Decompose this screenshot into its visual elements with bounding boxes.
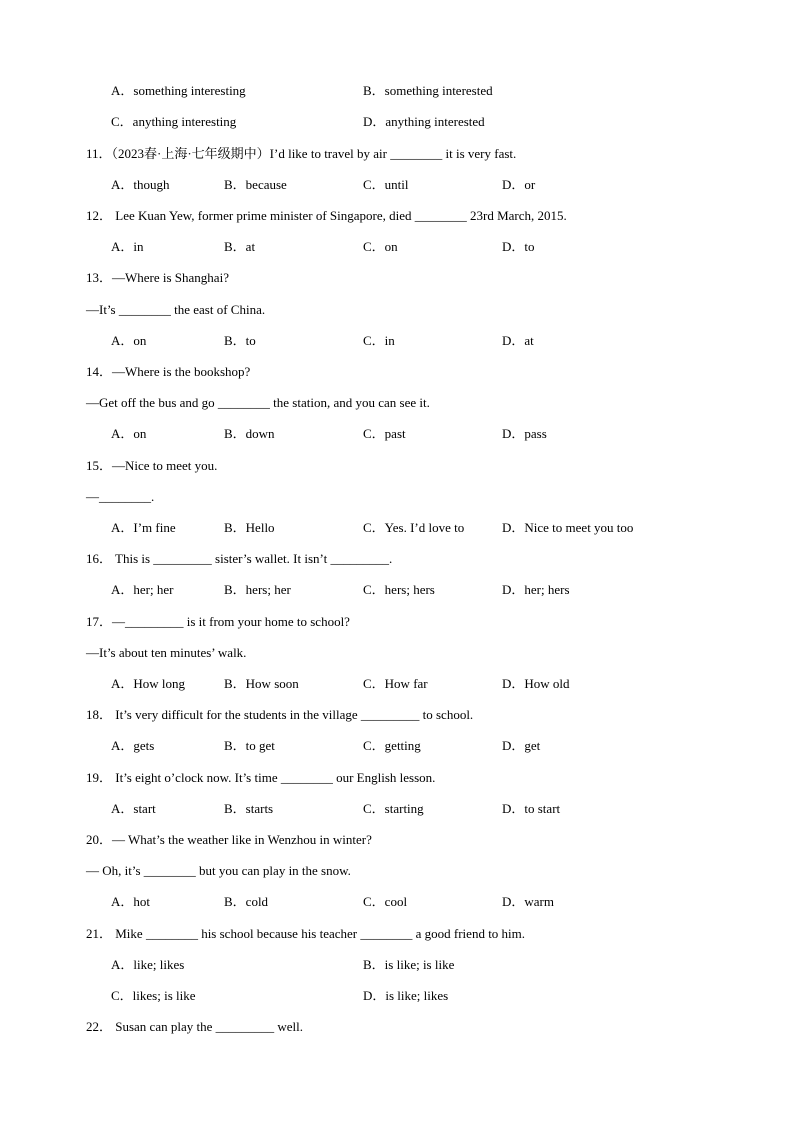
option-c: C．hers; hers	[363, 582, 435, 597]
question-text: —It’s about ten minutes’ walk.	[86, 645, 247, 660]
option-c: C．getting	[363, 738, 421, 753]
question-18-stem	[0, 705, 794, 725]
question-text: —It’s ________ the east of China.	[86, 302, 266, 317]
option-a: A．start	[111, 801, 156, 816]
option-d: D．Nice to meet you too	[502, 520, 634, 535]
option-d: D．at	[502, 333, 534, 348]
option-c: C．starting	[363, 801, 424, 816]
option-b: B．How soon	[224, 676, 299, 691]
question-text: 22． Susan can play the _________ well.	[86, 1019, 303, 1034]
question-21-options-row-1	[0, 955, 794, 975]
question-12-options	[0, 237, 794, 257]
option-c: C．until	[363, 177, 409, 192]
question-11-options	[0, 175, 794, 195]
option-a: A．I’m fine	[111, 520, 176, 535]
question-text: 13．—Where is Shanghai?	[86, 270, 229, 285]
option-b: B．starts	[224, 801, 274, 816]
option-a: A．How long	[111, 676, 186, 691]
option-c: C．cool	[363, 894, 408, 909]
question-text: — Oh, it’s ________ but you can play in the snow.	[86, 863, 351, 878]
option-a: A．hot	[111, 894, 151, 909]
option-d: D．her; hers	[502, 582, 570, 597]
option-b: B．is like; is like	[363, 957, 455, 972]
question-text: 15．—Nice to meet you.	[86, 458, 218, 473]
option-c: C．How far	[363, 676, 428, 691]
question-20-options	[0, 892, 794, 912]
question-15-stem	[0, 456, 794, 476]
question-text: —________.	[86, 489, 155, 504]
option-a: A．though	[111, 177, 170, 192]
question-text: 20．— What’s the weather like in Wenzhou in winter?	[86, 832, 372, 847]
question-text: 12． Lee Kuan Yew, former prime minister of Singapore, died ________ 23rd March, 2015.	[86, 208, 567, 223]
question-text: 18． It’s very difficult for the students in the village _________ to school.	[86, 707, 474, 722]
option-a: A．her; her	[111, 582, 174, 597]
question-19-options	[0, 799, 794, 819]
option-b: B．cold	[224, 894, 269, 909]
option-b: B．something interested	[363, 83, 493, 98]
option-d: D．anything interested	[363, 114, 485, 129]
option-c: C．in	[363, 333, 395, 348]
option-b: B．to get	[224, 738, 275, 753]
question-20-continuation	[0, 861, 794, 881]
question-21-options-row-2	[0, 986, 794, 1006]
option-a: A．like; likes	[111, 957, 185, 972]
option-b: B．Hello	[224, 520, 275, 535]
option-d: D．pass	[502, 426, 547, 441]
question-18-options	[0, 736, 794, 756]
option-b: B．at	[224, 239, 256, 254]
question-15-options	[0, 518, 794, 538]
option-d: D．to start	[502, 801, 561, 816]
question-text: 19． It’s eight o’clock now. It’s time ________ our English lesson.	[86, 770, 436, 785]
q10-options-row-2	[0, 112, 794, 132]
question-20-stem	[0, 830, 794, 850]
question-14-stem	[0, 362, 794, 382]
question-text: 21． Mike ________ his school because his teacher ________ a good friend to him.	[86, 926, 526, 941]
question-text: —Get off the bus and go ________ the station, and you can see it.	[86, 395, 430, 410]
question-11-stem	[0, 144, 794, 164]
question-19-stem	[0, 768, 794, 788]
question-22-stem	[0, 1017, 794, 1037]
option-c: C．on	[363, 239, 398, 254]
question-text: 14．—Where is the bookshop?	[86, 364, 251, 379]
question-text: 16． This is _________ sister’s wallet. It isn’t _________.	[86, 551, 393, 566]
option-d: D．How old	[502, 676, 570, 691]
question-14-options	[0, 424, 794, 444]
option-a: A．on	[111, 333, 147, 348]
option-a: A．on	[111, 426, 147, 441]
question-12-stem	[0, 206, 794, 226]
option-d: D．get	[502, 738, 541, 753]
question-14-continuation	[0, 393, 794, 413]
q10-options-row-1	[0, 81, 794, 101]
option-d: D．to	[502, 239, 535, 254]
option-a: A．something interesting	[111, 83, 246, 98]
question-15-continuation	[0, 487, 794, 507]
question-17-stem	[0, 612, 794, 632]
question-17-options	[0, 674, 794, 694]
option-c: C．past	[363, 426, 406, 441]
option-b: B．down	[224, 426, 275, 441]
question-text: 17．—_________ is it from your home to school?	[86, 614, 350, 629]
option-a: A．gets	[111, 738, 155, 753]
option-d: D．is like; likes	[363, 988, 449, 1003]
option-d: D．warm	[502, 894, 554, 909]
question-text: 11．（2023春·上海·七年级期中）I’d like to travel by air ________ it is very fast.	[86, 146, 517, 161]
question-13-continuation	[0, 300, 794, 320]
option-d: D．or	[502, 177, 536, 192]
option-c: C．anything interesting	[111, 114, 237, 129]
option-c: C．Yes. I’d love to	[363, 520, 465, 535]
question-16-stem	[0, 549, 794, 569]
question-21-stem	[0, 924, 794, 944]
question-17-continuation	[0, 643, 794, 663]
question-13-options	[0, 331, 794, 351]
question-16-options	[0, 580, 794, 600]
question-13-stem	[0, 268, 794, 288]
option-b: B．to	[224, 333, 256, 348]
option-c: C．likes; is like	[111, 988, 196, 1003]
option-b: B．hers; her	[224, 582, 291, 597]
option-a: A．in	[111, 239, 144, 254]
option-b: B．because	[224, 177, 287, 192]
